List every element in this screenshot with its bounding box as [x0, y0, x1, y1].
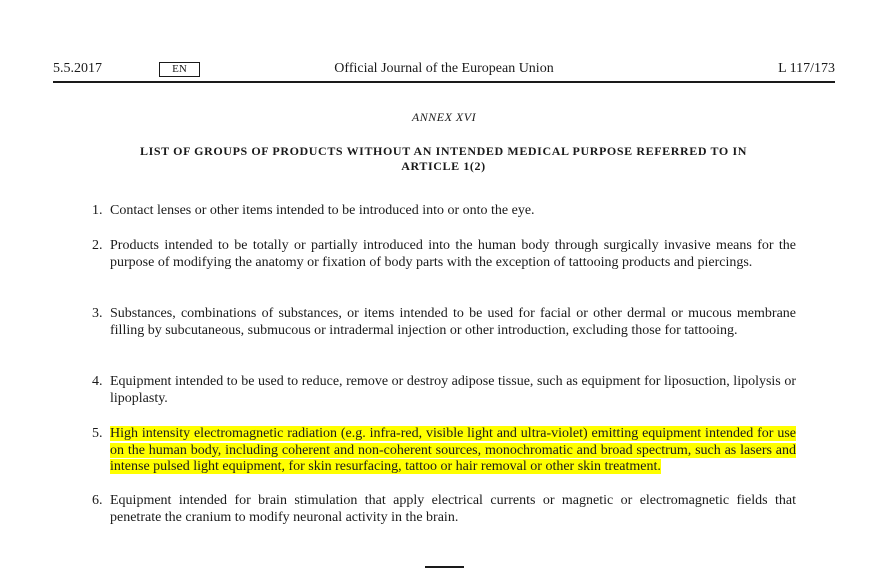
item-text: Products intended to be totally or partially introduced into the human body through surgically invasive means for the purpose of modifying the anatomy or fixation of body parts with the exception of tattooing products and piercings. — [110, 238, 796, 270]
header-rule — [53, 81, 835, 83]
language-badge: EN — [159, 62, 200, 77]
item-text: Equipment intended for brain stimulation that apply electrical currents or magnetic or electromagnetic fields that penetrate the cranium to modify neuronal activity in the brain. — [110, 493, 796, 525]
item-number: 5. — [92, 426, 103, 441]
list-item — [92, 306, 796, 339]
footer-rule — [425, 566, 464, 568]
item-number: 2. — [92, 238, 103, 253]
annex-label: ANNEX XVI — [411, 110, 477, 124]
list-item — [92, 493, 796, 526]
journal-title: Official Journal of the European Union — [334, 61, 554, 76]
annex-title: LIST OF GROUPS OF PRODUCTS WITHOUT AN INTENDED MEDICAL PURPOSE REFERRED TO IN ARTICLE 1(2) — [140, 144, 747, 173]
list-item-highlighted — [92, 426, 796, 476]
item-number: 3. — [92, 306, 103, 321]
highlighted-item-text: High intensity electromagnetic radiation (e.g. infra-red, visible light and ultra-violet) emitting equipment intended for use on the human body, including coherent and non-coherent sources, monochromatic and broad spectrum, such as lasers and intense pulsed light equipment, for skin resurfacing, tattoo or hair removal or other skin treatment. — [110, 426, 796, 474]
item-text: Substances, combinations of substances, or items intended to be used for facial or other dermal or mucous membrane filling by subcutaneous, submucous or intradermal injection or other introduction, excluding those for tattooing. — [110, 306, 796, 338]
list-item — [92, 238, 796, 271]
page-reference: L 117/173 — [778, 61, 835, 76]
item-number: 6. — [92, 493, 103, 508]
page-header — [53, 60, 835, 80]
publication-date: 5.5.2017 — [53, 61, 102, 76]
item-number: 1. — [92, 203, 103, 218]
list-item — [92, 203, 796, 220]
item-text: Equipment intended to be used to reduce, remove or destroy adipose tissue, such as equipment for liposuction, lipolysis or lipoplasty. — [110, 374, 796, 406]
item-text: Contact lenses or other items intended to be introduced into or onto the eye. — [110, 203, 535, 218]
item-number: 4. — [92, 374, 103, 389]
list-item — [92, 374, 796, 407]
